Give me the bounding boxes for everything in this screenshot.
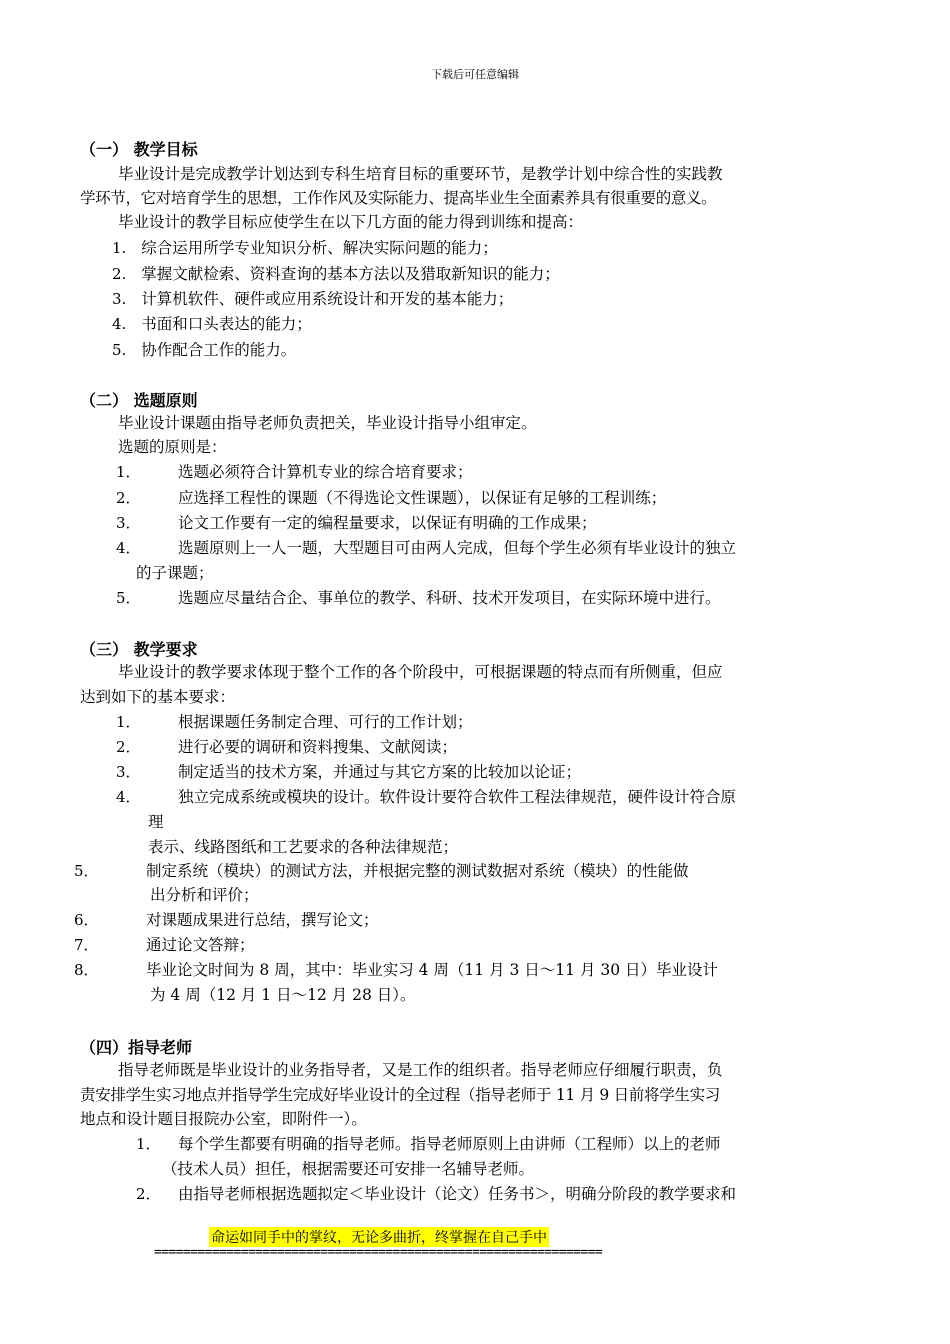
list-number: 1. <box>112 239 127 257</box>
s3-para-1a: 毕业设计的教学要求体现于整个工作的各个阶段中，可根据课题的特点而有所侧重，但应 <box>118 663 723 681</box>
s2-item-2 <box>116 487 666 509</box>
list-number: 1． <box>116 463 141 481</box>
list-number: 5. <box>112 341 127 359</box>
section-4-title: （四）指导老师 <box>80 1038 193 1057</box>
s1-para-1b: 学环节，它对培育学生的思想，工作作风及实际能力、提高毕业生全面素养具有很重要的意义。 <box>80 189 717 207</box>
list-text: 进行必要的调研和资料搜集、文献阅读； <box>178 738 458 756</box>
section-1-title: （一） 教学目标 <box>80 140 198 159</box>
list-number: 2． <box>116 738 141 756</box>
list-text: 制定适当的技术方案，并通过与其它方案的比较加以论证； <box>178 763 582 781</box>
list-number: 2． <box>136 1185 161 1203</box>
list-number: 7． <box>74 936 99 954</box>
s2-item-5 <box>116 587 721 609</box>
s1-item-2 <box>112 263 560 285</box>
list-number: 4． <box>116 788 141 806</box>
list-text: 每个学生都要有明确的指导老师。指导老师原则上由讲师（工程师）以上的老师 <box>178 1135 721 1153</box>
list-number: 1． <box>136 1135 161 1153</box>
list-number: 3. <box>112 290 127 308</box>
s4-item-1 <box>136 1133 721 1155</box>
s1-para-2: 毕业设计的教学目标应使学生在以下几方面的能力得到训练和提高： <box>118 213 584 231</box>
list-number: 5． <box>116 589 141 607</box>
s3-item-5 <box>74 860 689 882</box>
footer-motto: 命运如同手中的掌纹，无论多曲折，终掌握在自己手中 <box>209 1227 549 1247</box>
s3-item-2 <box>116 736 457 758</box>
s2-item-4-continued: 的子课题； <box>136 564 214 582</box>
s3-item-8 <box>74 959 718 981</box>
s3-item-4 <box>116 786 736 808</box>
list-text: 书面和口头表达的能力； <box>141 315 312 333</box>
list-text: 论文工作要有一定的编程量要求，以保证有明确的工作成果； <box>178 514 597 532</box>
s4-para-1c: 地点和设计题目报院办公室，即附件一）。 <box>80 1110 367 1128</box>
list-number: 3． <box>116 763 141 781</box>
list-number: 4． <box>116 539 141 557</box>
s3-item-7 <box>74 934 255 956</box>
list-text: 应选择工程性的课题（不得选论文性课题），以保证有足够的工程训练； <box>178 489 667 507</box>
list-text: 独立完成系统或模块的设计。软件设计要符合软件工程法律规范，硬件设计符合原 <box>178 788 737 806</box>
list-number: 5． <box>74 862 99 880</box>
list-text: 毕业论文时间为 8 周，其中：毕业实习 4 周（11 月 3 日～11 月 30 日）毕业设计 <box>146 961 719 979</box>
list-text: 根据课题任务制定合理、可行的工作计划； <box>178 713 473 731</box>
s4-para-1b: 责安排学生实习地点并指导学生完成好毕业设计的全过程（指导老师于 11 月 9 日前将学生实习 <box>80 1086 720 1104</box>
page-header: 下载后可任意编辑 <box>431 68 519 81</box>
s2-item-4 <box>116 537 736 559</box>
s3-item-1 <box>116 711 473 733</box>
s1-item-1 <box>112 237 498 259</box>
list-text: 选题必须符合计算机专业的综合培育要求； <box>178 463 473 481</box>
s3-item-4-cont-1: 理 <box>148 813 164 831</box>
list-number: 8． <box>74 961 99 979</box>
s1-item-5 <box>112 339 296 361</box>
s2-para-2: 选题的原则是： <box>118 438 227 456</box>
list-number: 3． <box>116 514 141 532</box>
list-text: 选题应尽量结合企、事单位的教学、科研、技术开发项目，在实际环境中进行。 <box>178 589 721 607</box>
list-text: 由指导老师根据选题拟定＜毕业设计（论文）任务书＞，明确分阶段的教学要求和 <box>178 1185 737 1203</box>
list-text: 计算机软件、硬件或应用系统设计和开发的基本能力； <box>141 290 514 308</box>
s4-item-1-continued: （技术人员）担任，根据需要还可安排一名辅导老师。 <box>162 1160 535 1178</box>
s3-item-6 <box>74 909 379 931</box>
list-number: 4. <box>112 315 127 333</box>
s3-item-4-cont-2: 表示、线路图纸和工艺要求的各种法律规范； <box>148 838 459 856</box>
list-number: 1． <box>116 713 141 731</box>
s1-item-4 <box>112 313 312 335</box>
list-text: 协作配合工作的能力。 <box>141 341 297 359</box>
s2-item-3 <box>116 512 597 534</box>
footer-rule: ============================================================== <box>154 1245 603 1260</box>
list-text: 综合运用所学专业知识分析、解决实际问题的能力； <box>141 239 498 257</box>
list-number: 6． <box>74 911 99 929</box>
list-number: 2. <box>112 265 127 283</box>
section-3-title: （三） 教学要求 <box>80 640 198 659</box>
list-text: 对课题成果进行总结，撰写论文； <box>146 911 379 929</box>
s3-item-8-continued: 为 4 周（12 月 1 日～12 月 28 日）。 <box>150 986 416 1004</box>
s4-item-2 <box>136 1183 736 1205</box>
s3-item-3 <box>116 761 581 783</box>
list-text: 选题原则上一人一题，大型题目可由两人完成，但每个学生必须有毕业设计的独立 <box>178 539 737 557</box>
list-number: 2． <box>116 489 141 507</box>
s2-para-1: 毕业设计课题由指导老师负责把关，毕业设计指导小组审定。 <box>118 414 537 432</box>
list-text: 通过论文答辩； <box>146 936 255 954</box>
s3-item-5-continued: 出分析和评价； <box>150 886 259 904</box>
list-text: 掌握文献检索、资料查询的基本方法以及猎取新知识的能力； <box>141 265 560 283</box>
s4-para-1a: 指导老师既是毕业设计的业务指导者，又是工作的组织者。指导老师应仔细履行职责，负 <box>118 1061 723 1079</box>
s1-item-3 <box>112 288 513 310</box>
list-text: 制定系统（模块）的测试方法，并根据完整的测试数据对系统（模块）的性能做 <box>146 862 689 880</box>
s3-para-1b: 达到如下的基本要求： <box>80 688 236 706</box>
s2-item-1 <box>116 461 473 483</box>
section-2-title: （二） 选题原则 <box>80 391 198 410</box>
s1-para-1a: 毕业设计是完成教学计划达到专科生培育目标的重要环节，是教学计划中综合性的实践教 <box>118 165 723 183</box>
